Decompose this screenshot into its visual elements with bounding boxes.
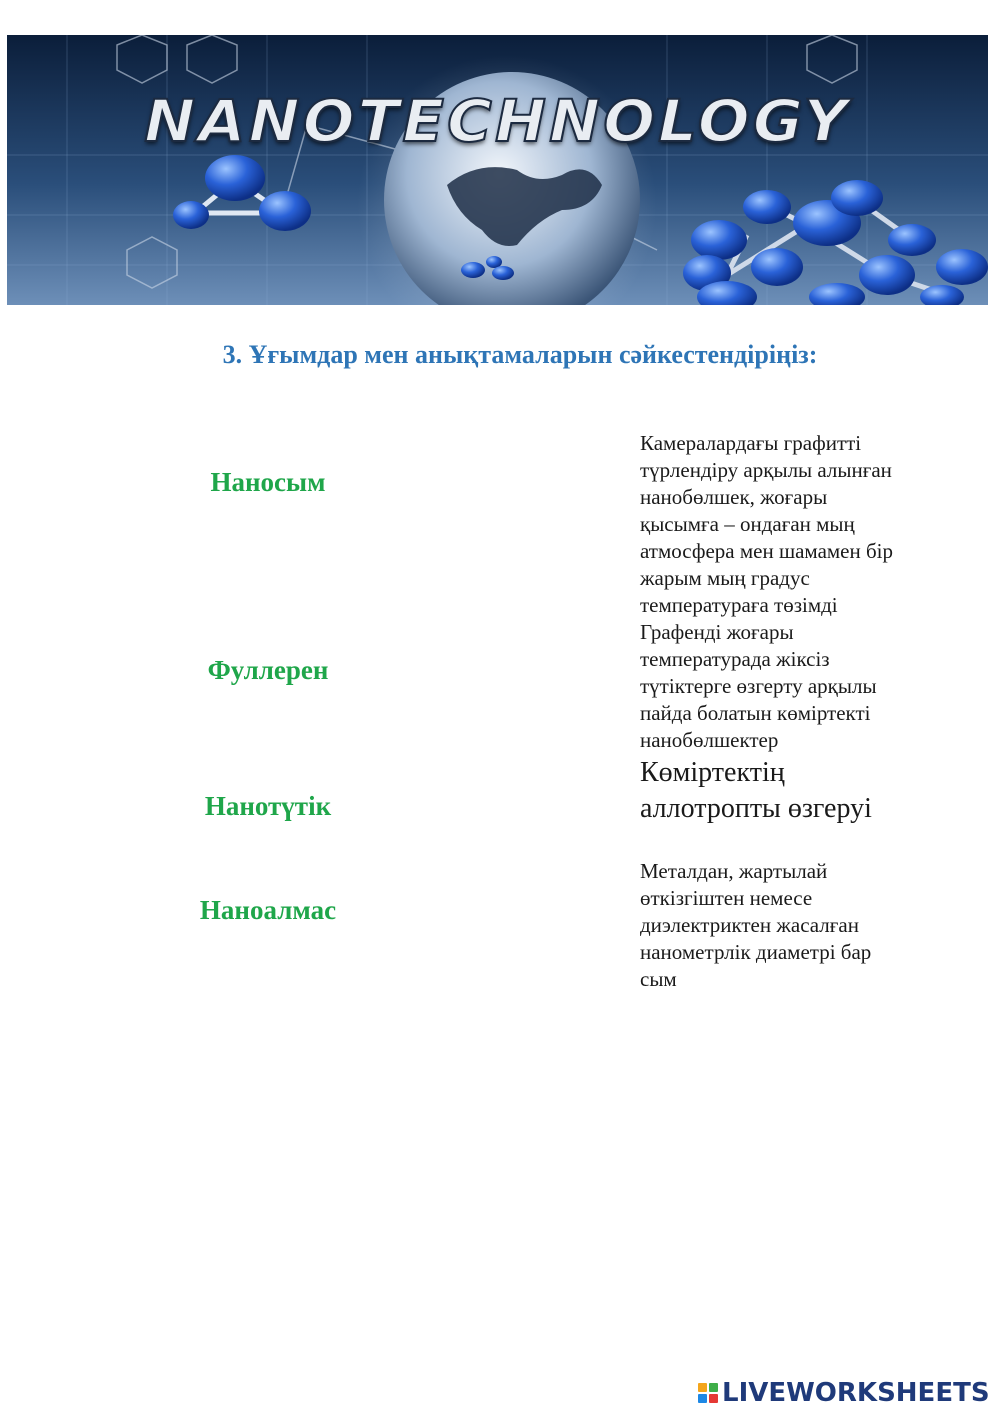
liveworksheets-logo-text: LIVEWORKSHEETS [722, 1378, 990, 1408]
definition-line: қысымға – ондаған мың [640, 512, 855, 536]
exercise-heading: 3. Ұғымдар мен анықтамаларын сәйкестендіріңіз: [222, 340, 818, 369]
banner-title: NANOTECHNOLOGY [144, 87, 851, 155]
definition-line: Көміртектің [640, 757, 785, 788]
definition-line: өткізгіштен немесе [640, 886, 813, 910]
liveworksheets-logo[interactable] [698, 1377, 990, 1409]
term-nanosym[interactable]: Наносым [210, 467, 326, 497]
definition-line: температурада жіксіз [640, 647, 830, 671]
term-nanotutik[interactable]: Нанотүтік [204, 791, 332, 821]
liveworksheets-logo-icon [698, 1383, 718, 1403]
definition-line: нанобөлшек, жоғары [640, 485, 828, 509]
definition-line: Металдан, жартылай [640, 859, 828, 883]
definition-line: нанометрлік диаметрі бар [640, 940, 872, 964]
definition-line: сым [640, 967, 677, 991]
logo-square [709, 1383, 718, 1392]
definition-line: пайда болатын көміртекті [640, 701, 871, 725]
definition-line: Графенді жоғары [640, 620, 794, 644]
logo-square [698, 1383, 707, 1392]
definition-2[interactable] [640, 619, 940, 754]
definition-line: диэлектриктен жасалған [640, 913, 859, 937]
logo-square [709, 1394, 718, 1403]
definition-3[interactable] [640, 755, 940, 827]
definition-line: атмосфера мен шамамен бір [640, 539, 894, 563]
nanotechnology-banner [7, 35, 988, 305]
term-nanoalmas[interactable]: Наноалмас [199, 895, 337, 925]
definition-1[interactable] [640, 430, 940, 619]
definition-line: түрлендіру арқылы алынған [640, 458, 892, 482]
definition-line: жарым мың градус [640, 566, 810, 590]
definition-line: Камералардағы графитті [640, 431, 862, 455]
definition-line: түтіктерге өзгерту арқылы [640, 674, 877, 698]
term-fulleren[interactable]: Фуллерен [207, 655, 329, 685]
definition-line: аллотропты өзгеруі [640, 793, 872, 824]
banner-illustration [7, 35, 988, 305]
definition-line: нанобөлшектер [640, 728, 779, 752]
definition-4[interactable] [640, 858, 940, 993]
logo-square [698, 1394, 707, 1403]
definition-line: температураға төзімді [640, 593, 838, 617]
